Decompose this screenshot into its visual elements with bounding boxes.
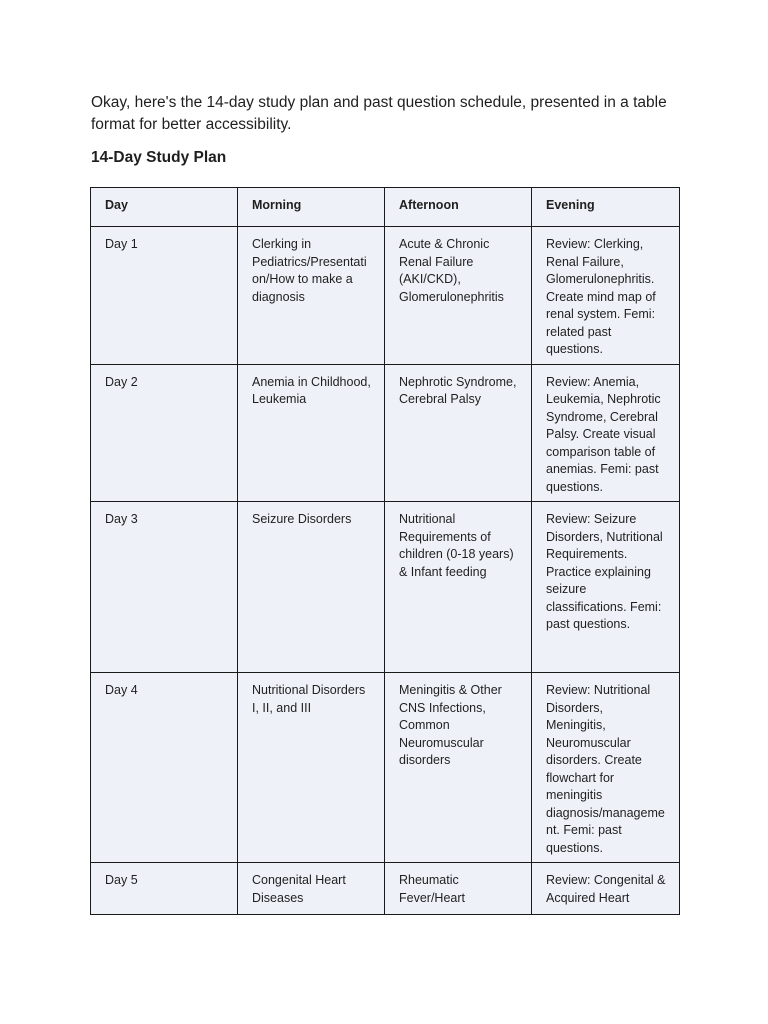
table-row <box>91 863 680 915</box>
intro-paragraph: Okay, here's the 14-day study plan and past question schedule, presented in a table format for better accessibility. <box>91 94 667 133</box>
study-plan-table <box>90 187 680 915</box>
cell-morning: Clerking in Pediatrics/Presentation/How to make a diagnosis <box>238 227 385 365</box>
cell-afternoon: Acute & Chronic Renal Failure (AKI/CKD), Glomerulonephritis <box>385 227 532 365</box>
table-row <box>91 364 680 502</box>
section-heading: 14-Day Study Plan <box>91 149 227 166</box>
cell-evening: Review: Clerking, Renal Failure, Glomerulonephritis. Create mind map of renal system. Femi: related past questions. <box>532 227 680 365</box>
cell-evening: Review: Anemia, Leukemia, Nephrotic Syndrome, Cerebral Palsy. Create visual comparison table of anemias. Femi: past questions. <box>532 364 680 502</box>
header-evening: Evening <box>532 188 680 227</box>
cell-evening: Review: Seizure Disorders, Nutritional Requirements. Practice explaining seizure classifications. Femi: past questions. <box>532 502 680 673</box>
cell-day: Day 4 <box>91 673 238 863</box>
cell-morning: Anemia in Childhood, Leukemia <box>238 364 385 502</box>
cell-morning: Seizure Disorders <box>238 502 385 673</box>
cell-afternoon: Nutritional Requirements of children (0-18 years) & Infant feeding <box>385 502 532 673</box>
cell-morning: Congenital Heart Diseases <box>238 863 385 915</box>
table-row <box>91 502 680 673</box>
cell-day: Day 2 <box>91 364 238 502</box>
cell-afternoon: Nephrotic Syndrome, Cerebral Palsy <box>385 364 532 502</box>
header-day: Day <box>91 188 238 227</box>
header-morning: Morning <box>238 188 385 227</box>
cell-evening: Review: Nutritional Disorders, Meningitis, Neuromuscular disorders. Create flowchart for meningitis diagnosis/management. Femi: past questions. <box>532 673 680 863</box>
table-header-row <box>91 188 680 227</box>
cell-day: Day 5 <box>91 863 238 915</box>
cell-afternoon: Rheumatic Fever/Heart <box>385 863 532 915</box>
cell-day: Day 1 <box>91 227 238 365</box>
cell-day: Day 3 <box>91 502 238 673</box>
header-afternoon: Afternoon <box>385 188 532 227</box>
table-row <box>91 227 680 365</box>
table-row <box>91 673 680 863</box>
cell-afternoon: Meningitis & Other CNS Infections, Common Neuromuscular disorders <box>385 673 532 863</box>
cell-evening: Review: Congenital & Acquired Heart <box>532 863 680 915</box>
cell-morning: Nutritional Disorders I, II, and III <box>238 673 385 863</box>
